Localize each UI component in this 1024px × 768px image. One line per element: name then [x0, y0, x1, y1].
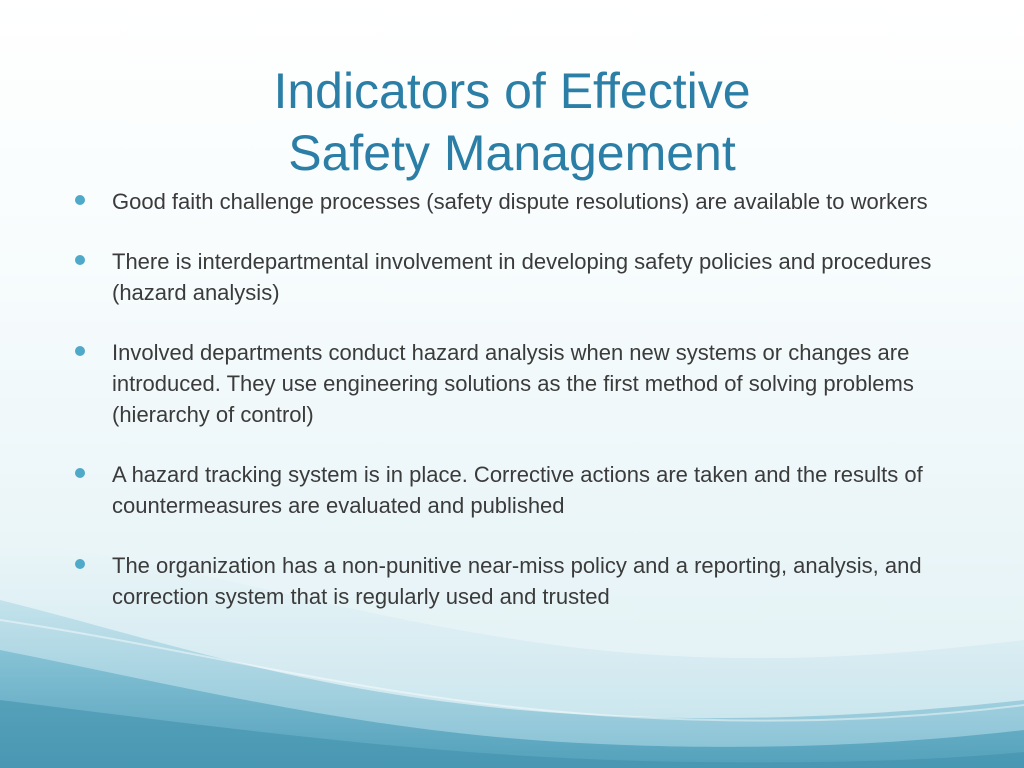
slide-title-line-1: Indicators of Effective — [273, 62, 751, 119]
bullet-item — [72, 459, 952, 521]
bullet-item — [72, 337, 952, 430]
bullet-dot-icon — [75, 195, 85, 205]
slide-title — [0, 60, 1024, 184]
bullet-dot-icon — [75, 468, 85, 478]
bullet-text: There is interdepartmental involvement in developing safety policies and procedures (hazard analysis) — [112, 249, 932, 305]
bullet-dot-icon — [75, 559, 85, 569]
bullet-dot-icon — [75, 346, 85, 356]
bullet-item — [72, 550, 952, 612]
bullet-item — [72, 246, 952, 308]
bullet-text: The organization has a non-punitive near-miss policy and a reporting, analysis, and correction system that is regularly used and trusted — [112, 553, 922, 609]
bullet-text: A hazard tracking system is in place. Corrective actions are taken and the results of countermeasures are evaluated and published — [112, 462, 923, 518]
bullet-text: Good faith challenge processes (safety dispute resolutions) are available to workers — [112, 189, 928, 214]
bullet-list — [72, 186, 952, 641]
slide-title-line-2: Safety Management — [288, 124, 736, 181]
bullet-dot-icon — [75, 255, 85, 265]
bullet-text: Involved departments conduct hazard analysis when new systems or changes are introduced. They use engineering solutions as the first method of solving problems (hierarchy of control) — [112, 340, 914, 427]
bullet-item — [72, 186, 952, 217]
